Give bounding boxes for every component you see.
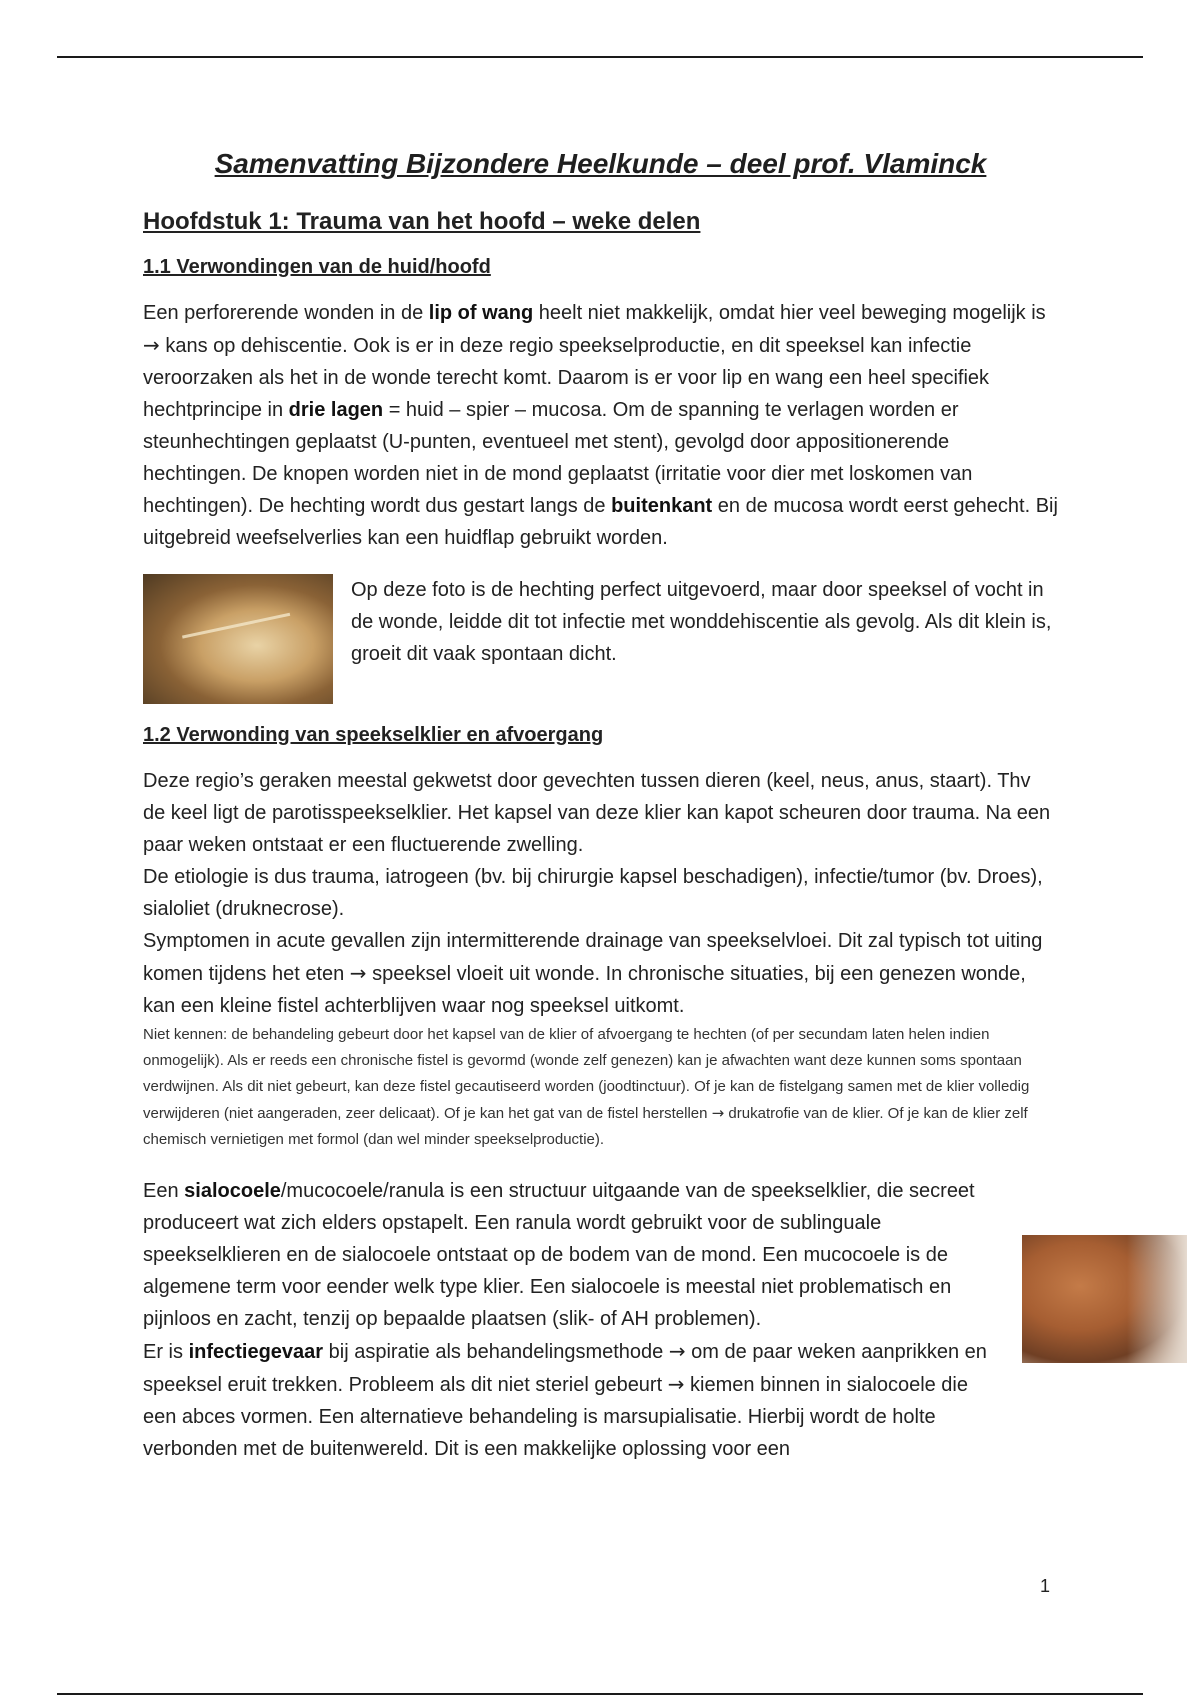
paragraph-niet-kennen: Niet kennen: de behandeling gebeurt door het kapsel van de klier of afvoergang te hechten (of per secundam laten helen indien onmogelijk). Als er reeds een chronische fistel is gevormd (wonde zelf genezen) kan je afwachten want deze kunnen soms spontaan verdwijnen. Als dit niet gebeurt, kan deze fistel gecautiseerd worden (joodtinctuur). Of je kan de fistelgang samen met de klier volledig verwijderen (niet aangeraden, zeer delicaat). Of je kan het gat van de fistel herstellen → drukatrofie van de klier. Of je kan de klier zelf chemisch vernietigen met formol (dan wel minder speekselproductie). bbox=[143, 1026, 1030, 1148]
paragraph-etiologie: De etiologie is dus trauma, iatrogeen (bv. bij chirurgie kapsel beschadigen), infectie/tumor (bv. Droes), sialoliet (druknecrose). bbox=[143, 866, 1043, 920]
page-number: 1 bbox=[1040, 1576, 1051, 1596]
paragraph-symptomen: Symptomen in acute gevallen zijn intermitterende drainage van speekselvloei. Dit zal typisch tot uiting komen tijdens het eten → speeksel vloeit uit wonde. In chronische situaties, bij een genezen wonde, kan een kleine fistel achterblijven waar nog speeksel uitkomt. bbox=[143, 930, 1043, 1017]
paragraph-infectiegevaar: Er is infectiegevaar bij aspiratie als behandelingsmethode → om de paar weken aanprikken en speeksel eruit trekken. Probleem als dit niet steriel gebeurt → kiemen binnen in sialocoele die een abces vormen. Een alternatieve behandeling is marsupialisatie. Hierbij wordt de holte verbonden met de buitenwereld. Dit is een makkelijke oplossing voor een bbox=[143, 1339, 987, 1460]
dog-photo bbox=[1022, 1235, 1187, 1363]
chapter-heading: Hoofdstuk 1: Trauma van het hoofd – weke delen bbox=[143, 208, 701, 235]
section-heading-1-2: 1.2 Verwonding van speekselklier en afvoergang bbox=[143, 724, 604, 746]
arrow-icon: → bbox=[667, 1372, 685, 1396]
section-heading-1-1: 1.1 Verwondingen van de huid/hoofd bbox=[143, 256, 491, 278]
sialocoele-block bbox=[143, 1175, 1003, 1465]
page-content bbox=[143, 140, 1058, 1465]
arrow-icon: → bbox=[711, 1104, 725, 1122]
arrow-icon: → bbox=[668, 1339, 686, 1363]
arrow-icon: → bbox=[143, 333, 160, 357]
wound-photo bbox=[143, 574, 333, 704]
paragraph-lip-wang: Een perforerende wonden in de lip of wang heelt niet makkelijk, omdat hier veel beweging mogelijk is → kans op dehiscentie. Ook is er in deze regio speekselproductie, en dit speeksel kan infectie veroorzaken als het in de wonde terecht komt. Daarom is er voor lip en wang een heel specifiek hechtprincipe in drie lagen = huid – spier – mucosa. Om de spanning te verlagen worden er steunhechtingen geplaatst (U-punten, eventueel met stent), gevolgd door appositionerende hechtingen. De knopen worden niet in de mond geplaatst (irritatie voor dier met loskomen van hechtingen). De hechting wordt dus gestart langs de buitenkant en de mucosa wordt eerst gehecht. Bij uitgebreid weefselverlies kan een huidflap gebruikt worden. bbox=[143, 302, 1058, 549]
figure-row bbox=[143, 574, 1058, 704]
document-title: Samenvatting Bijzondere Heelkunde – deel prof. Vlaminck bbox=[214, 148, 987, 179]
paragraph-sialocoele: Een sialocoele/mucocoele/ranula is een structuur uitgaande van de speekselklier, die secreet produceert wat zich elders opstapelt. Een ranula wordt gebruikt voor de sublinguale speekselklieren en de sialocoele ontstaat op de bodem van de mond. Een mucocoele is de algemene term voor eender welk type klier. Een sialocoele is meestal niet problematisch en pijnloos en zacht, tenzij op bepaalde plaatsen (slik- of AH problemen). bbox=[143, 1180, 975, 1330]
arrow-icon: → bbox=[349, 961, 367, 985]
header-rule bbox=[57, 56, 1143, 58]
figure-caption: Op deze foto is de hechting perfect uitgevoerd, maar door speeksel of vocht in de wonde, leidde dit tot infectie met wonddehiscentie als gevolg. Als dit klein is, groeit dit vaak spontaan dicht. bbox=[351, 579, 1052, 665]
paragraph-regio: Deze regio’s geraken meestal gekwetst door gevechten tussen dieren (keel, neus, anus, staart). Thv de keel ligt de parotisspeekselklier. Het kapsel van deze klier kan kapot scheuren door trauma. Na een paar weken ontstaat er een fluctuerende zwelling. bbox=[143, 770, 1051, 856]
footer-rule bbox=[57, 1693, 1143, 1695]
